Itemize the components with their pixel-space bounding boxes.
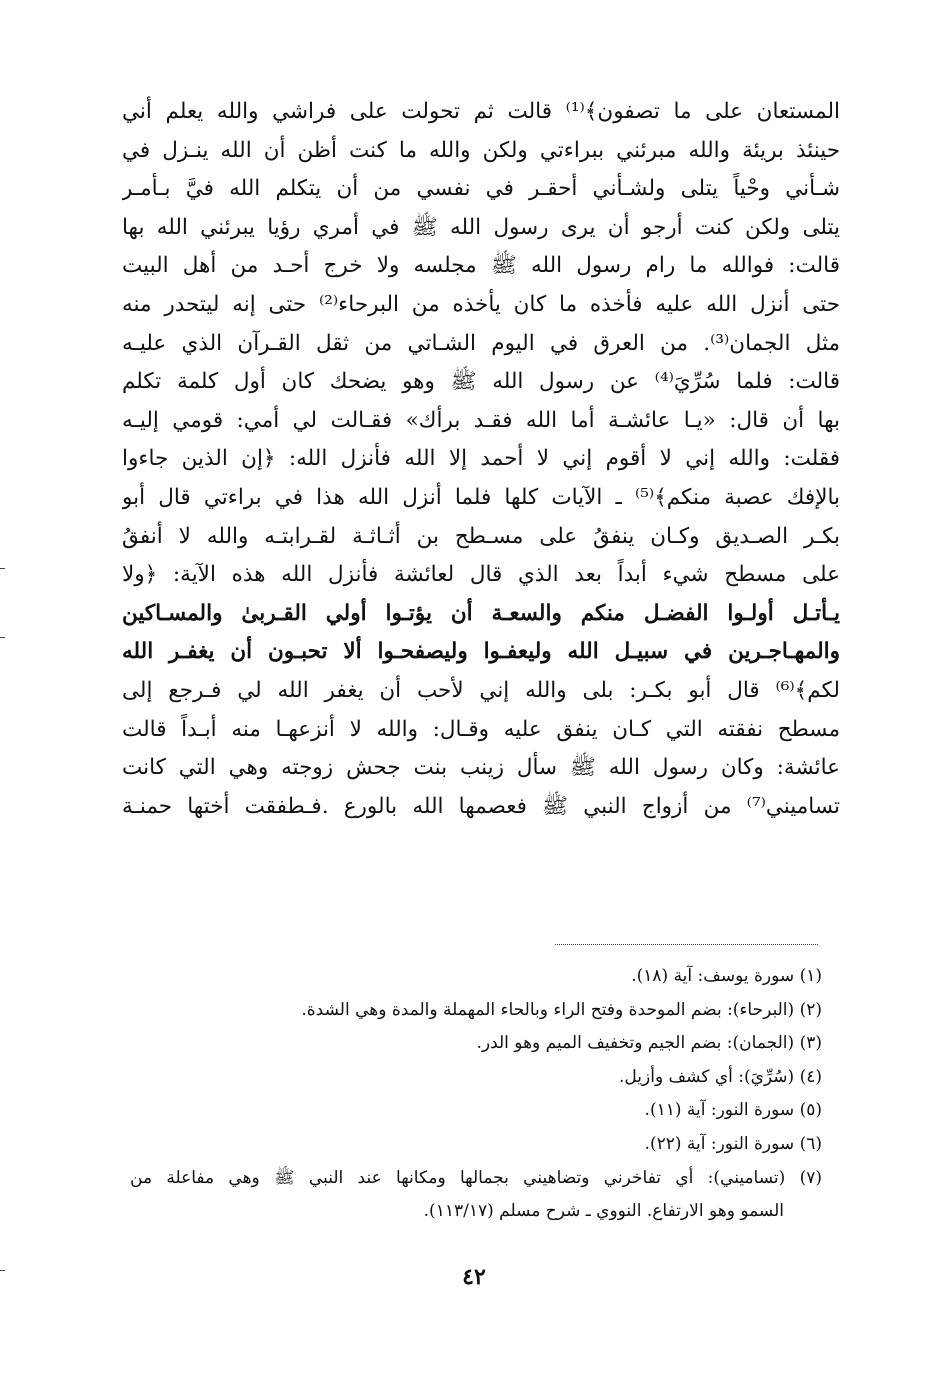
text-line: قالت: فلما سُرِّيَ⁽⁴⁾ عن رسول الله ﷺ وهو يضحك كان أول كلمة تكلم (122, 369, 840, 395)
text-line: تساميني⁽⁷⁾ من أزواج النبي ﷺ فعصمها الله بالورع .فـطفقت أختها حمنـة (122, 793, 840, 819)
footnote-text: سورة النور: آية (٢٢). (644, 1133, 795, 1154)
footnote-text: (تساميني): أي تفاخرني وتضاهيني بجمالها ومكانها عند النبي ﷺ وهي مفاعلة من (130, 1167, 786, 1188)
text-line: شـأني وحْياً يتلى ولشـأني أحقـر في نفسي من أن يتكلم الله فيَّ بـأمـر (122, 176, 840, 202)
text-line: على مسطح شيء أبداً بعد الذي قال لعائشة فأنزل الله هذه الآية: ﴿ولا (122, 562, 840, 588)
text-line: لكم﴾⁽⁶⁾ قال أبو بكـر: بلى والله إني لأحب أن يغفر الله لي فـرجع إلى (122, 677, 840, 703)
text-line: بها أن قال: «يـا عائشـة أما الله فقـد برأك» فقـالت لي أمي: قومي إليـه (122, 407, 840, 433)
text-line: حتى أنزل الله عليه فأخذه ما كان يأخذه من البرحاء⁽²⁾ حتى إنه ليتحدر منه (122, 291, 840, 317)
footnote-number: (٥) (799, 1100, 822, 1121)
footnote-number: (٦) (799, 1133, 822, 1154)
text-line: المستعان على ما تصفون﴾⁽¹⁾ قالت ثم تحولت على فراشي والله يعلم أني (122, 99, 840, 124)
scan-edge-mark (0, 637, 5, 638)
footnote-number: (١) (799, 966, 822, 986)
quran-verse-line: يـأتـل أولـوا الفضـل منكم والسعـة أن يؤتـوا أولي القـربىٰ والمسـاكين (122, 600, 840, 626)
footnote-text: سورة يوسف: آية (١٨). (631, 966, 795, 986)
footnote-number: (٢) (799, 999, 822, 1020)
footnote (130, 1027, 822, 1061)
page-number: ٤٢ (462, 1264, 486, 1290)
footnote-number: (٤) (799, 1066, 822, 1087)
scan-edge-mark (0, 1270, 5, 1271)
text-line: فقلت: والله إني لا أقوم إني لا أحمد إلا الله فأنزل الله: ﴿إن الذين جاءوا (122, 446, 840, 472)
footnote-number: (٣) (799, 1033, 822, 1054)
text-line: حينئذ بريئة والله مبرئني ببراءتي ولكن والله ما كنت أظن أن الله ينـزل في (122, 137, 840, 163)
footnote-text: (البرحاء): بضم الموحدة وفتح الراء وبالحاء المهملة والمدة وهي الشدة. (301, 999, 795, 1020)
footnotes (130, 960, 822, 1229)
main-text (122, 93, 840, 826)
footnote (130, 960, 822, 994)
footnote (130, 994, 822, 1028)
footnote (130, 1061, 822, 1095)
footnote-text: سورة النور: آية (١١). (644, 1100, 795, 1121)
footnote-continuation: السمو وهو الارتفاع. النووي ـ شرح مسلم (١١٣/١٧). (423, 1201, 784, 1222)
footnote-separator (555, 944, 818, 945)
text-line: عائشة: وكان رسول الله ﷺ سأل زينب بنت جحش زوجته وهي التي كانت (122, 755, 840, 781)
footnote-text: (الجمان): بضم الجيم وتخفيف الميم وهو الدر. (476, 1033, 795, 1054)
footnote-text: (سُرِّيَ): أي كشف وأزيل. (619, 1066, 795, 1087)
footnote (130, 1094, 822, 1128)
scan-edge-mark (0, 568, 5, 569)
quran-verse-line: والمهـاجـرين في سبيـل الله وليعفـوا وليصفحـوا ألا تحبـون أن يغفـر الله (122, 639, 840, 665)
text-line: يتلى ولكن كنت أرجو أن يرى رسول الله ﷺ في أمري رؤيا يبرئني الله بها (122, 214, 840, 240)
text-line: بالإفك عصبة منكم﴾⁽⁵⁾ ـ الآيات كلها فلما أنزل الله هذا في براءتي قال أبو (122, 484, 840, 510)
text-line: مثل الجمان⁽³⁾. من العرق في اليوم الشـاتي من ثقل القـرآن الذي عليـه (122, 330, 840, 356)
footnote (130, 1128, 822, 1162)
footnote (130, 1162, 822, 1196)
text-line: مسطح نفقته التي كـان ينفق عليه وقـال: والله لا أنزعهـا منه أبـداً قالت (122, 716, 840, 742)
text-line: بكـر الصـديق وكـان ينفقُ على مسـطح بن أثـاثـة لقـرابتـه والله لا أنفقُ (122, 523, 840, 549)
footnote-number: (٧) (799, 1167, 822, 1188)
text-line: قالت: فوالله ما رام رسول الله ﷺ مجلسه ولا خرج أحـد من أهل البيت (122, 253, 840, 279)
